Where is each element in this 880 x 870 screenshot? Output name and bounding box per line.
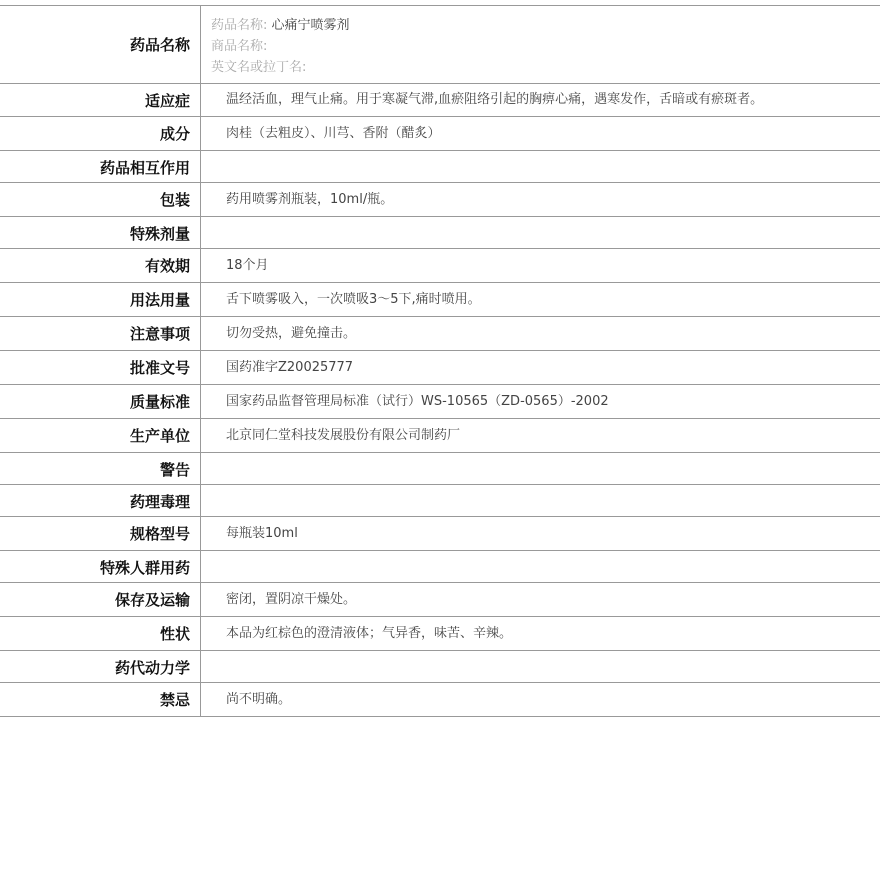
usage-label: 用法用量 — [0, 283, 201, 316]
precautions-label: 注意事项 — [0, 317, 201, 350]
approval-number-label: 批准文号 — [0, 351, 201, 384]
pharmacokinetics-value — [201, 651, 880, 682]
appearance-row — [0, 617, 880, 651]
pharmacology-value — [201, 485, 880, 516]
specification-label: 规格型号 — [0, 517, 201, 550]
packaging-row — [0, 183, 880, 217]
generic-name-key: 药品名称: — [211, 18, 268, 33]
generic-name-line — [211, 15, 880, 36]
trade-name-key: 商品名称: — [211, 39, 268, 54]
specification-row — [0, 517, 880, 551]
usage-row — [0, 283, 880, 317]
ingredients-label: 成分 — [0, 117, 201, 150]
warning-value — [201, 453, 880, 484]
storage-value: 密闭，置阴凉干燥处。 — [226, 592, 357, 607]
warning-row — [0, 453, 880, 485]
quality-standard-row — [0, 385, 880, 419]
storage-row — [0, 583, 880, 617]
indication-row — [0, 84, 880, 117]
drug-name-values — [201, 6, 880, 83]
interactions-label: 药品相互作用 — [0, 151, 201, 182]
drug-info-table — [0, 5, 880, 717]
approval-number-row — [0, 351, 880, 385]
quality-standard-value: 国家药品监督管理局标准（试行）WS-10565（ZD-0565）-2002 — [226, 394, 609, 409]
approval-number-value: 国药准字Z20025777 — [226, 360, 354, 375]
special-dosage-label: 特殊剂量 — [0, 217, 201, 248]
pharmacology-row — [0, 485, 880, 517]
drug-name-label: 药品名称 — [0, 6, 201, 83]
indication-value: 温经活血，理气止痛。用于寒凝气滞,血瘀阻络引起的胸痹心痛，遇寒发作，舌暗或有瘀斑者。 — [226, 92, 764, 107]
special-dosage-row — [0, 217, 880, 249]
appearance-label: 性状 — [0, 617, 201, 650]
indication-label: 适应症 — [0, 84, 201, 116]
manufacturer-row — [0, 419, 880, 453]
special-population-value — [201, 551, 880, 582]
packaging-value: 药用喷雾剂瓶装，10ml/瓶。 — [226, 192, 394, 207]
shelf-life-row — [0, 249, 880, 283]
shelf-life-label: 有效期 — [0, 249, 201, 282]
generic-name-value: 心痛宁喷雾剂 — [271, 18, 350, 33]
interactions-value — [201, 151, 880, 182]
special-population-label: 特殊人群用药 — [0, 551, 201, 582]
english-name-line — [211, 57, 880, 78]
special-population-row — [0, 551, 880, 583]
manufacturer-value: 北京同仁堂科技发展股份有限公司制药厂 — [226, 428, 461, 443]
trade-name-line — [211, 36, 880, 57]
precautions-value: 切勿受热，避免撞击。 — [226, 326, 357, 341]
packaging-label: 包装 — [0, 183, 201, 216]
english-name-key: 英文名或拉丁名: — [211, 60, 307, 75]
pharmacokinetics-label: 药代动力学 — [0, 651, 201, 682]
drug-name-row — [0, 6, 880, 84]
shelf-life-value: 18个月 — [226, 258, 269, 273]
contraindications-value: 尚不明确。 — [226, 692, 292, 707]
storage-label: 保存及运输 — [0, 583, 201, 616]
quality-standard-label: 质量标准 — [0, 385, 201, 418]
usage-value: 舌下喷雾吸入，一次喷吸3～5下,痛时喷用。 — [226, 292, 481, 307]
contraindications-label: 禁忌 — [0, 683, 201, 716]
contraindications-row — [0, 683, 880, 717]
warning-label: 警告 — [0, 453, 201, 484]
ingredients-value: 肉桂（去粗皮）、川芎、香附（醋炙） — [226, 126, 441, 141]
pharmacokinetics-row — [0, 651, 880, 683]
ingredients-row — [0, 117, 880, 151]
pharmacology-label: 药理毒理 — [0, 485, 201, 516]
special-dosage-value — [201, 217, 880, 248]
manufacturer-label: 生产单位 — [0, 419, 201, 452]
appearance-value: 本品为红棕色的澄清液体；气异香，味苦、辛辣。 — [226, 626, 513, 641]
specification-value: 每瓶装10ml — [226, 526, 298, 541]
precautions-row — [0, 317, 880, 351]
interactions-row — [0, 151, 880, 183]
